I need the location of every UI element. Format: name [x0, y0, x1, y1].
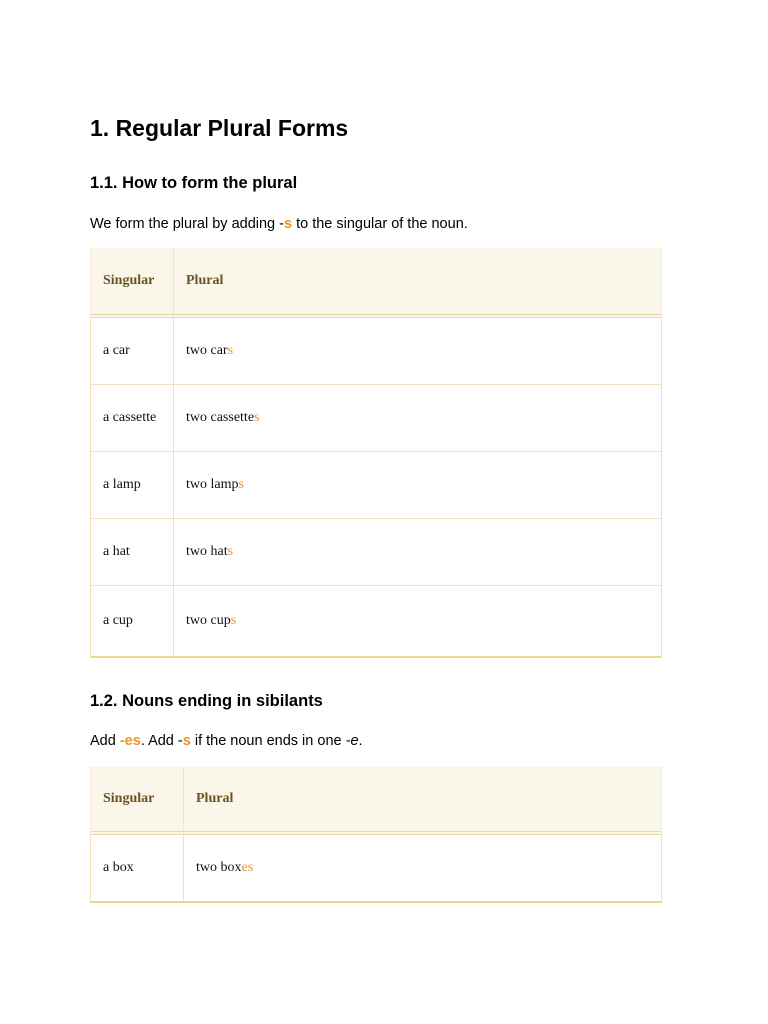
plural-suffix: s	[227, 343, 234, 358]
plural-stem: two cup	[186, 613, 231, 628]
plural-suffix: s	[227, 544, 234, 559]
table-header-row	[90, 248, 662, 318]
plural-suffix: s	[254, 410, 260, 425]
cell-plural	[173, 318, 662, 385]
intro-text: Add	[90, 733, 120, 749]
section2-intro	[90, 733, 363, 749]
plural-stem: two box	[196, 860, 242, 875]
intro-text: We form the plural by adding -	[90, 216, 284, 232]
column-header-plural: Plural	[183, 767, 662, 835]
intro-text: to the singular of the noun.	[292, 216, 468, 232]
cell-singular: a cup	[90, 586, 173, 658]
plural-table-regular	[90, 248, 662, 658]
cell-plural	[173, 452, 662, 519]
intro-highlight: s	[283, 216, 293, 232]
page-title: 1. Regular Plural Forms	[90, 115, 349, 141]
plural-table-sibilants	[90, 767, 662, 903]
table-header-row	[90, 767, 662, 835]
cell-singular: a cassette	[90, 385, 173, 452]
cell-singular: a box	[90, 835, 183, 903]
table-row	[90, 385, 662, 452]
section-heading-sibilants: 1.2. Nouns ending in sibilants	[90, 692, 323, 710]
intro-text: .	[358, 733, 363, 749]
table-row	[90, 586, 662, 658]
intro-highlight: s	[182, 733, 191, 749]
intro-text: . Add -	[140, 733, 183, 749]
intro-text: if the noun ends in one	[190, 733, 346, 749]
column-header-singular: Singular	[90, 767, 183, 835]
section1-intro	[90, 216, 468, 232]
section-heading-how-to-form: 1.1. How to form the plural	[90, 174, 298, 192]
cell-singular: a lamp	[90, 452, 173, 519]
cell-plural	[173, 385, 662, 452]
column-header-singular: Singular	[90, 248, 173, 318]
intro-highlight: -es	[119, 733, 141, 749]
table-row	[90, 835, 662, 903]
plural-stem: two lamp	[186, 477, 239, 492]
cell-singular: a hat	[90, 519, 173, 586]
cell-singular: a car	[90, 318, 173, 385]
cell-plural	[183, 835, 662, 903]
cell-plural	[173, 519, 662, 586]
column-header-plural: Plural	[173, 248, 662, 318]
table-row	[90, 519, 662, 586]
plural-stem: two car	[186, 343, 228, 358]
plural-stem: two hat	[186, 544, 228, 559]
table-row	[90, 452, 662, 519]
plural-suffix: es	[241, 860, 254, 875]
plural-stem: two cassette	[186, 410, 255, 425]
intro-italic: -e	[345, 733, 359, 749]
cell-plural	[173, 586, 662, 658]
plural-suffix: s	[238, 477, 244, 492]
plural-suffix: s	[230, 613, 237, 628]
table-row	[90, 318, 662, 385]
